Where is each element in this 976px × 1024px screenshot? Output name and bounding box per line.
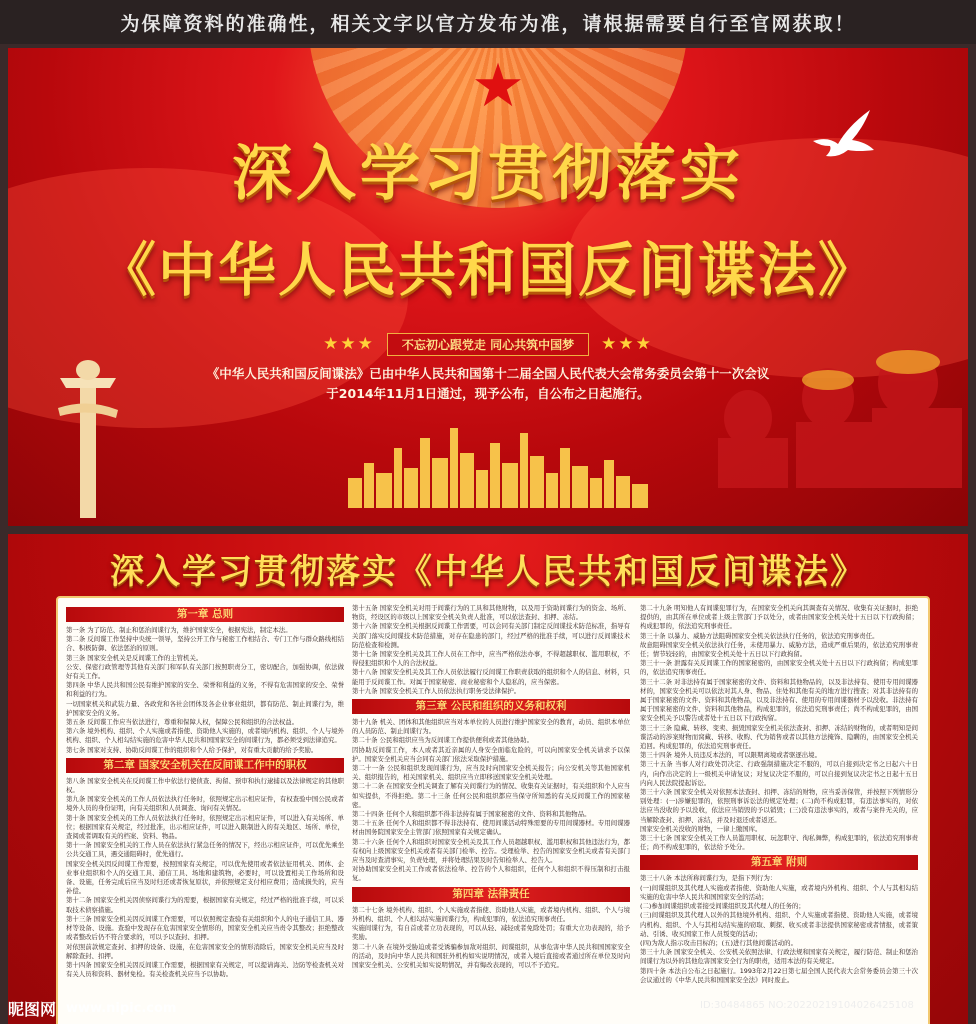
article: 第十条 国家安全机关的工作人员依法执行任务时，依照规定出示相应证件，可以进入有关场所、单位；根据国家有关规定，经过批准，出示相应证件，可以进入限制进入的有关地区、场所、单位，查阅或者调取有关的档案、资料、物品。 (66, 813, 344, 841)
banner-title-line2: 《中华人民共和国反间谍法》 (97, 236, 878, 304)
article: (二)参加间谍组织或者接受间谍组织及其代理人的任务的； (640, 902, 805, 911)
column-1 (66, 604, 344, 979)
article: 第三十七条 国家安全机关工作人员滥用职权、玩忽职守、徇私舞弊，构成犯罪的，依法追究刑事责任；尚不构成犯罪的，依法给予处分。 (640, 834, 918, 852)
chapter-5-header: 第五章 附则 (640, 855, 918, 870)
article: 第三十三条 隐藏、转移、变卖、损毁国家安全机关依法查封、扣押、冻结的财物的，或者明知是间谍活动的涉案财物而窝藏、转移、收购、代为销售或者以其他方法掩饰、隐瞒的，由国家安全机关追回。构成犯罪的，依法追究刑事责任。 (640, 723, 918, 751)
intro-line-1: 《中华人民共和国反间谍法》已由中华人民共和国第十二届全国人民代表大会常务委员会第十一次会议 (206, 366, 770, 381)
article: 第八条 国家安全机关在反间谍工作中依法行使侦查、拘留、预审和执行逮捕以及法律规定的其他职权。 (66, 776, 344, 795)
saluting-soldiers-silhouette (688, 338, 968, 488)
top-notice: 为保障资料的准确性，相关文字以官方发布为准，请根据需要自行至官网获取！ (0, 0, 976, 44)
article: 第三十四条 境外人员违反本法的，可以限期离境或者驱逐出境。 (640, 751, 821, 760)
chapter-2-continued-text (352, 604, 630, 696)
article: 第十四条 国家安全机关因反间谍工作需要，根据国家有关规定，可以提请海关、边防等检查机关对有关人员和资料、器材免检。有关检查机关应当予以协助。 (66, 960, 344, 979)
article: 故意阻碍国家安全机关依法执行任务，未使用暴力、威胁方法，造成严重后果的，依法追究刑事责任；情节较轻的，由国家安全机关处十五日以下行政拘留。 (640, 640, 918, 659)
chapter-4-text (352, 906, 630, 970)
chapter-3-text (352, 718, 630, 884)
chapter-5-text (640, 874, 918, 984)
article: 对协助国家安全机关工作或者依法检举、控告的个人和组织，任何个人和组织不得压制和打击报复。 (352, 865, 630, 883)
article: 第三十条 以暴力、威胁方法阻碍国家安全机关依法执行任务的，依法追究刑事责任。 (640, 631, 879, 640)
column-2 (352, 604, 630, 970)
content-banner (8, 534, 968, 1024)
article: 第三十九条 国家安全机关、公安机关依照法律、行政法规和国家有关规定，履行防范、制止和惩治间谍行为以外的其他危害国家安全行为的职责，适用本法的有关规定。 (640, 948, 918, 966)
article: 第七条 国家对支持、协助反间谍工作的组织和个人给予保护，对有重大贡献的给予奖励。 (66, 745, 318, 754)
watermark-logo: 昵图网 (8, 999, 57, 1019)
article: 第十五条 国家安全机关对用于间谍行为的工具和其他财物，以及用于资助间谍行为的资金、场所、物资，经设区的市级以上国家安全机关负责人批准，可以依法查封、扣押、冻结。 (352, 604, 630, 622)
article: 第二条 反间谍工作坚持中央统一领导，坚持公开工作与秘密工作相结合、专门工作与群众路线相结合、积极防御、依法惩治的原则。 (66, 635, 344, 653)
article: 第二十九条 明知他人有间谍犯罪行为，在国家安全机关向其调查有关情况、收集有关证据时，拒绝提供的，由其所在单位或者上级主管部门予以处分，或者由国家安全机关处十五日以下行政拘留；构成犯罪的，依法追究刑事责任。 (640, 604, 918, 631)
article: 第二十二条 在国家安全机关调查了解有关间谍行为的情况、收集有关证据时，有关组织和个人应当如实提供，不得拒绝。第二十三条 任何公民和组织都应当保守所知悉的有关反间谍工作的国家秘密。 (352, 782, 630, 809)
content-banner-title: 深入学习贯彻落实《中华人民共和国反间谍法》 (110, 552, 866, 592)
chapter-1-header: 第一章 总则 (66, 607, 344, 622)
article: 第三十一条 泄露有关反间谍工作的国家秘密的，由国家安全机关处十五日以下行政拘留；构成犯罪的，依法追究刑事责任。 (640, 659, 918, 677)
chapter-1-text (66, 626, 344, 755)
article: 第二十四条 任何个人和组织都不得非法持有属于国家秘密的文件、资料和其他物品。 (352, 810, 591, 819)
article: 第二十七条 境外机构、组织、个人实施或者指使、资助他人实施，或者境内机构、组织、个人与境外机构、组织、个人相勾结实施间谍行为，构成犯罪的，依法追究刑事责任。 (352, 905, 630, 923)
article: 第三条 国家安全机关是反间谍工作的主管机关。 (66, 653, 203, 662)
article: 第十九条 国家安全机关工作人员依法执行职务受法律保护。 (352, 686, 521, 695)
article: 第四十条 本法自公布之日起施行。1993年2月22日第七届全国人民代表大会常务委员会第三十次会议通过的《中华人民共和国国家安全法》同时废止。 (640, 966, 918, 984)
article: 因协助反间谍工作，本人或者其近亲属的人身安全面临危险的，可以向国家安全机关请求予以保护。国家安全机关应当会同有关部门依法采取保护措施。 (352, 745, 630, 763)
article: 第二十六条 任何个人和组织对国家安全机关及其工作人员超越职权、滥用职权和其他违法行为，都有权向上级国家安全机关或者有关部门检举、控告。受理检举、控告的国家安全机关或者有关部门应当及时查清事实，负责处理，并将处理结果及时告知检举人、控告人。 (352, 837, 630, 865)
article: 第十二条 国家安全机关因侦察间谍行为的需要，根据国家有关规定，经过严格的批准手续，可以采取技术侦察措施。 (66, 896, 344, 914)
watermark-id: ID:30484865 NO:20220219104026425108 (700, 1000, 914, 1011)
site-watermark (8, 996, 176, 1020)
article: 一切国家机关和武装力量、各政党和各社会团体及各企业事业组织，都有防范、制止间谍行为，维护国家安全的义务。 (66, 699, 344, 717)
article: 第二十条 公民和组织应当为反间谍工作提供便利或者其他协助。 (352, 736, 533, 745)
huabiao-pillar-icon (58, 348, 118, 518)
column-3 (640, 604, 918, 985)
article: 第九条 国家安全机关的工作人员依法执行任务时，依照规定出示相应证件，有权查验中国公民或者境外人员的身份证明，向有关组织和人员调查、询问有关情况。 (66, 795, 344, 813)
article: 对依照前款规定查封、扣押的设备、设施，在危害国家安全的情形消除后，国家安全机关应当及时解除查封、扣押。 (66, 942, 344, 960)
article: 第六条 境外机构、组织、个人实施或者指使、资助他人实施的，或者境内机构、组织、个人与境外机构、组织、个人相勾结实施的危害中华人民共和国国家安全的间谍行为，都必须受到法律追究。 (66, 727, 344, 745)
chapter-4-continued-text (640, 604, 918, 852)
article: (一)间谍组织及其代理人实施或者指使、资助他人实施，或者境内外机构、组织、个人与其相勾结实施的危害中华人民共和国国家安全的活动； (640, 883, 918, 901)
article: 第三十六条 国家安全机关对依照本法查封、扣押、冻结的财物，应当妥善保管，并按照下列情形分别处理：(一)涉嫌犯罪的，依照刑事诉讼法的规定处理；(二)尚不构成犯罪，有违法事实的，对依法应当没收的予以没收，依法应当销毁的予以销毁；(三)没有违法事实的，或者与案件无关的，应当解除查封、扣押、冻结，并及时退还或者返还。 (640, 788, 918, 824)
article: 第二十五条 任何个人和组织都不得非法持有、使用间谍活动特殊需要的专用间谍器材。专用间谍器材由国务院国家安全主管部门依照国家有关规定确认。 (352, 819, 630, 837)
article: (四)为敌人指示攻击目标的；(五)进行其他间谍活动的。 (640, 938, 797, 947)
intro-line-2: 于2014年11月1日通过，现予公布，自公布之日起施行。 (326, 386, 650, 401)
article: 实施间谍行为，有自首或者立功表现的，可以从轻、减轻或者免除处罚；有重大立功表现的，给予奖励。 (352, 924, 630, 942)
dove-icon (808, 106, 878, 166)
article: 第三十五条 当事人对行政处罚决定、行政强制措施决定不服的，可以自接到决定书之日起六十日内，向作出决定的上一级机关申请复议；对复议决定不服的，可以自接到复议决定书之日起十五日内向人民法院提起诉讼。 (640, 760, 918, 787)
chapter-2-header: 第二章 国家安全机关在反间谍工作中的职权 (66, 758, 344, 773)
article: 第四条 中华人民共和国公民有维护国家的安全、荣誉和利益的义务，不得有危害国家的安全、荣誉和利益的行为。 (66, 681, 344, 699)
slogan-badge: 不忘初心跟党走 同心共筑中国梦 (387, 333, 589, 356)
city-skyline (348, 418, 648, 508)
chapter-2-text (66, 777, 344, 979)
article: 第十六条 国家安全机关根据反间谍工作需要，可以会同有关部门制定反间谍技术防范标准，指导有关部门落实反间谍技术防范措施，对存在隐患的部门，经过严格的批准手续，可以进行反间谍技术防范检查和检测。 (352, 622, 630, 649)
main-banner (8, 48, 968, 526)
law-text-panel (56, 596, 930, 1024)
article: 第五条 反间谍工作应当依法进行，尊重和保障人权，保障公民和组织的合法权益。 (66, 718, 299, 727)
stars-left-icon: ★★★ (323, 334, 375, 354)
article: 第十八条 国家安全机关及其工作人员依法履行反间谍工作职责获取的组织和个人的信息、材料，只能用于反间谍工作。对属于国家秘密、商业秘密和个人隐私的，应当保密。 (352, 668, 630, 686)
stars-right-icon: ★★★ (601, 334, 653, 354)
article: 第十七条 国家安全机关及其工作人员在工作中，应当严格依法办事，不得超越职权、滥用职权，不得侵犯组织和个人的合法权益。 (352, 650, 630, 668)
red-star-icon: ★ (471, 51, 525, 121)
article: 第十一条 国家安全机关的工作人员在依法执行紧急任务的情况下，经出示相应证件，可以优先乘坐公共交通工具，遇交通阻碍时，优先通行。 (66, 841, 344, 859)
article: (三)间谍组织及其代理人以外的其他境外机构、组织、个人实施或者指使、资助他人实施，或者境内机构、组织、个人与其相勾结实施的窃取、刺探、收买或者非法提供国家秘密或者情报，或者策动、引诱、收买国家工作人员叛变的活动； (640, 911, 918, 938)
article: 公安、保密行政管理等其他有关部门和军队有关部门按照职责分工，密切配合，加强协调，依法做好有关工作。 (66, 662, 344, 681)
article: 国家安全机关没收的财物，一律上缴国库。 (640, 824, 762, 833)
article: 第十九条 机关、团体和其他组织应当对本单位的人员进行维护国家安全的教育，动员、组织本单位的人员防范、制止间谍行为。 (352, 718, 630, 736)
article: 国家安全机关因反间谍工作需要，按照国家有关规定，可以优先使用或者依法征用机关、团体、企业事业组织和个人的交通工具、通信工具、场地和建筑物，必要时，可以设置相关工作场所和设备、设施，任务完成后应当及时归还或者恢复原状，并依照规定支付相应费用；造成损失的，应当补偿。 (66, 859, 344, 896)
article: 第二十一条 公民和组织发现间谍行为，应当及时向国家安全机关报告；向公安机关等其他国家机关、组织报告的，相关国家机关、组织应当立即移送国家安全机关处理。 (352, 764, 630, 782)
slogan-row (308, 332, 668, 356)
article: 第二十八条 在境外受胁迫或者受诱骗参加敌对组织、间谍组织，从事危害中华人民共和国国家安全的活动，及时向中华人民共和国驻外机构如实说明情况，或者入境后直接或者通过所在单位及时向国家安全机关、公安机关如实说明情况，并有悔改表现的，可以不予追究。 (352, 942, 630, 969)
watermark-url: www.nipic.com (66, 1000, 177, 1016)
article: 第三十二条 对非法持有属于国家秘密的文件、资料和其他物品的，以及非法持有、使用专用间谍器材的，国家安全机关可以依法对其人身、物品、住处和其他有关的地方进行搜查；对其非法持有的属于国家秘密的文件、资料和其他物品，以及非法持有、使用的专用间谍器材予以没收。非法持有属于国家秘密的文件、资料和其他物品，构成犯罪的，依法追究刑事责任；尚不构成犯罪的，由国家安全机关予以警告或者处十五日以下行政拘留。 (640, 677, 918, 723)
article: 第十三条 国家安全机关因反间谍工作需要，可以依照规定查验有关组织和个人的电子通信工具、器材等设备、设施。查验中发现存在危害国家安全情形的，国家安全机关应当责令其整改；拒绝整改或者整改后仍不符合要求的，可以予以查封、扣押。 (66, 914, 344, 942)
banner-title-line1: 深入学习贯彻落实 (232, 139, 744, 209)
article: 第一条 为了防范、制止和惩治间谍行为，维护国家安全，根据宪法，制定本法。 (66, 626, 292, 634)
chapter-3-header: 第三章 公民和组织的义务和权利 (352, 699, 630, 714)
article: 第三十八条 本法所称间谍行为，是指下列行为： (640, 874, 777, 883)
chapter-4-header: 第四章 法律责任 (352, 887, 630, 902)
